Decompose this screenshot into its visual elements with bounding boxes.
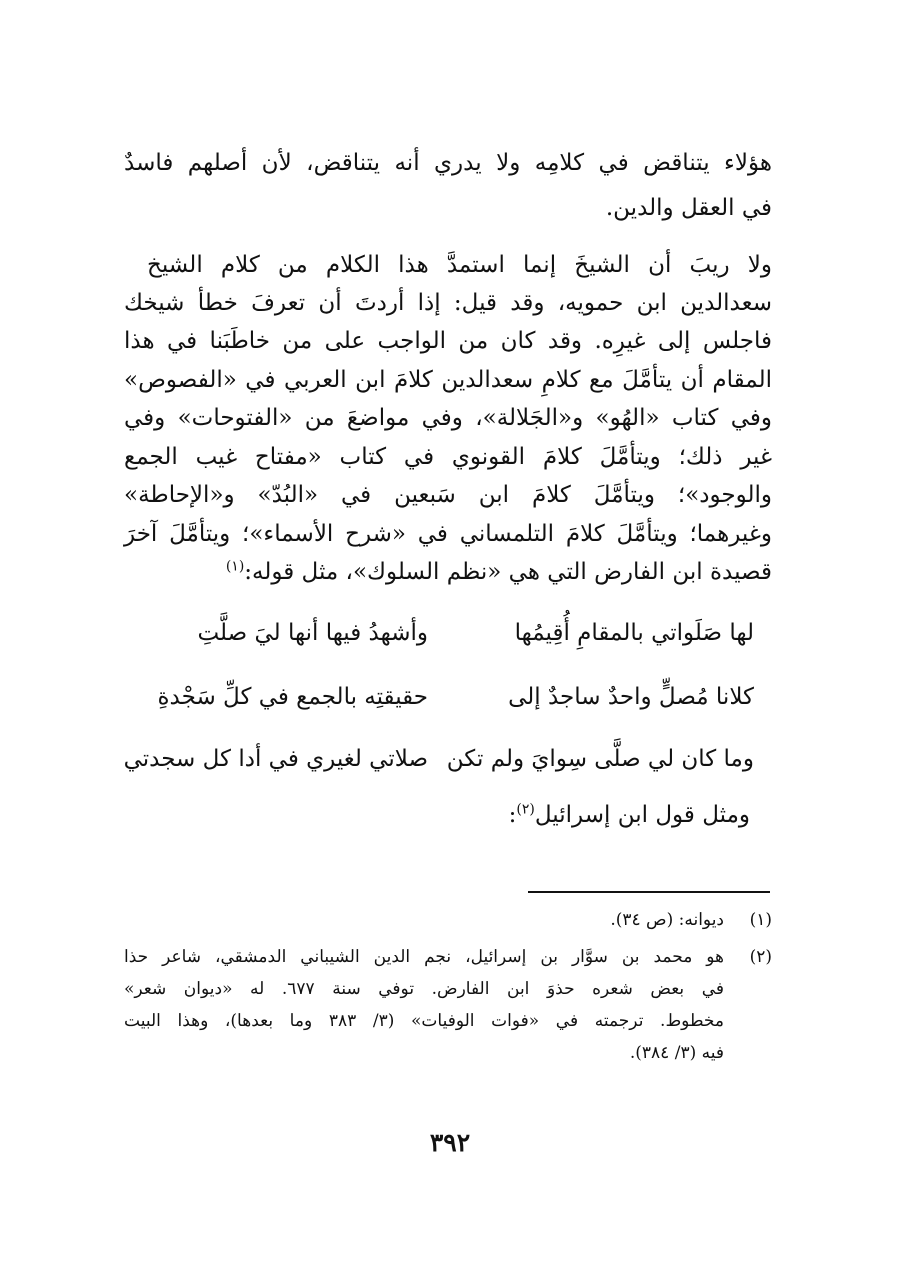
verse-second-hemistich: وأشهدُ فيها أنها ليَ صلَّتِ [197,620,428,646]
footnote [124,945,772,969]
footnote-number: (١) [749,910,772,930]
footnote-number: (٢) [749,947,772,967]
body-line: غير ذلك؛ ويتأمَّلَ كلامَ القونوي في كتاب «مفتاح غيب الجمع [124,444,772,470]
body-line-text: ومثل قول ابن إسرائيل [534,802,750,828]
verse-first-hemistich: لها صَلَواتي بالمقامِ أُقِيمُها [514,620,754,646]
footnote-ref: (١) [225,558,245,575]
verse-second-hemistich: صلاتي لغيري في أدا كل سجدتي [123,746,428,772]
footnote-line [124,1041,772,1065]
body-line: سعدالدين ابن حمويه، وقد قيل: إذا أردتَ أن تعرفَ خطأ شيخك [124,290,772,316]
body-line: والوجود»؛ ويتأمَّلَ كلامَ ابن سَبعين في «البُدّ» و«الإحاطة» [124,482,772,508]
footnote-text: هو محمد بن سوَّار بن إسرائيل، نجم الدين الشيباني الدمشقي، شاعر حذا [124,947,724,967]
footnote-line [124,977,772,1001]
body-line: ولا ريبَ أن الشيخَ إنما استمدَّ هذا الكلام من كلام الشيخ [147,252,772,278]
body-line-text: : [508,802,517,828]
page-number: ٣٩٢ [429,1128,471,1157]
body-line: هؤلاء يتناقض في كلامِه ولا يدري أنه يتناقض، لأن أصلهم فاسدٌ [124,150,772,176]
body-line: وغيرهما؛ ويتأمَّلَ كلامَ التلمساني في «شرح الأسماء»؛ ويتأمَّلَ آخرَ [124,521,772,547]
footnote-text: ديوانه: (ص ٣٤). [610,910,724,930]
footnote-separator [528,891,770,893]
body-line [124,557,772,587]
footnote-text: في بعض شعره حذوَ ابن الفارض. توفي سنة ٦٧٧. له «ديوان شعر» [124,979,725,999]
body-line: فاجلس إلى غيرِه. وقد كان من الواجب على من خاطَبَنا في هذا [124,328,772,354]
body-line: في العقل والدين. [605,195,772,221]
footnote-line [124,1009,772,1033]
verse-first-hemistich: وما كان لي صلَّى سِوايَ ولم تكن [446,746,754,772]
verse-first-hemistich: كلانا مُصلٍّ واحدٌ ساجدٌ إلى [508,684,754,710]
body-line-text: قصيدة ابن الفارض التي هي «نظم السلوك»، مثل قوله: [244,559,772,585]
footnote-text: فيه (٣/ ٣٨٤). [629,1043,724,1063]
body-line [250,800,750,830]
body-line: المقام أن يتأمَّلَ مع كلامِ سعدالدين كلامَ ابن العربي في «الفصوص» [124,367,772,393]
footnote-text: مخطوط. ترجمته في «فوات الوفيات» (٣/ ٣٨٣ وما بعدها)، وهذا البيت [124,1011,724,1031]
verse-second-hemistich: حقيقتِه بالجمع في كلِّ سَجْدةِ [157,684,428,710]
footnote-ref: (٢) [516,801,535,818]
footnote [124,908,772,932]
body-line: وفي كتاب «الهُو» و«الجَلالة»، وفي مواضعَ من «الفتوحات» وفي [124,405,772,431]
